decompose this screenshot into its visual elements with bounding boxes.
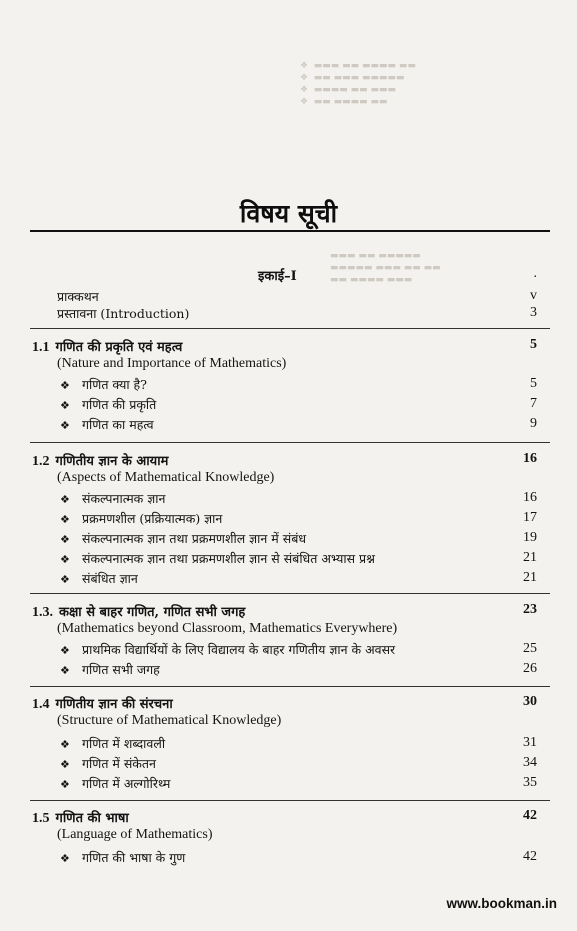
section-divider bbox=[30, 328, 550, 329]
toc-entry-s1-1-b bbox=[0, 396, 577, 416]
subtopic-title bbox=[60, 570, 138, 587]
subtopic-title bbox=[60, 490, 165, 507]
page-number: 30 bbox=[523, 694, 537, 709]
section-text: गणित की प्रकृति एवं महत्व bbox=[55, 340, 183, 355]
page-number: 16 bbox=[523, 451, 537, 466]
subtopic-title bbox=[60, 735, 165, 752]
subtopic-text: गणित का महत्व bbox=[82, 417, 154, 432]
toc-entry-s1-5 bbox=[0, 808, 577, 828]
subtopic-text: गणित में अल्गोरिथ्म bbox=[82, 776, 171, 791]
section-text: कक्षा से बाहर गणित, गणित सभी जगह bbox=[59, 605, 246, 620]
section-text: गणित की भाषा bbox=[55, 811, 129, 826]
toc-entry-s1-5-en bbox=[0, 827, 577, 847]
page-number: 42 bbox=[523, 808, 537, 823]
subtopic-title bbox=[60, 416, 154, 433]
toc-entry-s1-2-e bbox=[0, 570, 577, 590]
page-number: 21 bbox=[523, 550, 537, 565]
subtopic-text: गणित की भाषा के गुण bbox=[82, 850, 186, 865]
subtopic-text: गणित क्या है? bbox=[82, 377, 147, 392]
english-subtitle: (Aspects of Mathematical Knowledge) bbox=[57, 470, 275, 485]
section-title bbox=[32, 451, 168, 470]
unit-label: इकाई–I bbox=[258, 269, 297, 284]
subtopic-title bbox=[60, 849, 185, 866]
subtopic-text: गणित में शब्दावली bbox=[82, 736, 166, 751]
toc-entry-s1-4 bbox=[0, 694, 577, 714]
subtopic-text: प्रक्रमणशील (प्रक्रियात्मक) ज्ञान bbox=[82, 511, 223, 526]
subtopic-title bbox=[60, 396, 156, 413]
toc-entry-s1-3-a bbox=[0, 641, 577, 661]
unit-heading bbox=[0, 266, 577, 286]
page-number: 5 bbox=[530, 376, 537, 391]
section-divider bbox=[30, 442, 550, 443]
page-number: 19 bbox=[523, 530, 537, 545]
toc-entry-s1-4-c bbox=[0, 775, 577, 795]
watermark: www.bookman.in bbox=[446, 896, 557, 911]
toc-entry-s1-4-b bbox=[0, 755, 577, 775]
section-divider bbox=[30, 593, 550, 594]
page-number: 16 bbox=[523, 490, 537, 505]
diamond-bullet-icon: ❖ bbox=[60, 493, 70, 506]
page-title: विषय सूची bbox=[239, 199, 338, 228]
entry-title: प्राक्कथन bbox=[57, 289, 99, 304]
page-number: 31 bbox=[523, 735, 537, 750]
section-text: गणितीय ज्ञान की संरचना bbox=[55, 697, 173, 712]
section-divider bbox=[30, 686, 550, 687]
section-title bbox=[32, 694, 173, 713]
section-number: 1.1 bbox=[32, 340, 50, 355]
diamond-bullet-icon: ❖ bbox=[60, 664, 70, 677]
subtopic-text: संबंधित ज्ञान bbox=[82, 571, 138, 586]
page-number: 42 bbox=[523, 849, 537, 864]
section-title bbox=[32, 337, 182, 356]
toc-entry-s1-2-d bbox=[0, 550, 577, 570]
diamond-bullet-icon: ❖ bbox=[60, 852, 70, 865]
section-number: 1.2 bbox=[32, 454, 50, 469]
diamond-bullet-icon: ❖ bbox=[60, 419, 70, 432]
subtopic-text: प्राथमिक विद्यार्थियों के लिए विद्यालय के बाहर गणितीय ज्ञान के अवसर bbox=[82, 642, 396, 657]
page-number: 17 bbox=[523, 510, 537, 525]
page-number: 35 bbox=[523, 775, 537, 790]
subtopic-title bbox=[60, 550, 375, 567]
subtopic-title bbox=[60, 755, 156, 772]
section-number: 1.3. bbox=[32, 605, 53, 620]
toc-entry-s1-1-en bbox=[0, 356, 577, 376]
subtopic-title bbox=[60, 775, 170, 792]
unit-dot: . bbox=[533, 266, 537, 281]
toc-entry-s1-4-en bbox=[0, 713, 577, 733]
diamond-bullet-icon: ❖ bbox=[60, 738, 70, 751]
toc-entry-prastavana bbox=[0, 305, 577, 325]
page-number: 21 bbox=[523, 570, 537, 585]
section-title bbox=[32, 808, 129, 827]
section-divider bbox=[30, 800, 550, 801]
page-number: 26 bbox=[523, 661, 537, 676]
english-subtitle: (Language of Mathematics) bbox=[57, 827, 213, 842]
subtopic-text: संकल्पनात्मक ज्ञान तथा प्रक्रमणशील ज्ञान में संबंध bbox=[82, 531, 307, 546]
page-number: 23 bbox=[523, 602, 537, 617]
diamond-bullet-icon: ❖ bbox=[60, 533, 70, 546]
subtopic-text: गणित की प्रकृति bbox=[82, 397, 157, 412]
toc-entry-s1-2-a bbox=[0, 490, 577, 510]
show-through-text: ▬▬▬ ▬▬ ▬▬▬▬▬ ▬▬▬▬▬ ▬▬▬ ▬▬ ▬▬ ▬▬ ▬▬▬▬ ▬▬▬ bbox=[330, 251, 441, 285]
subtopic-text: संकल्पनात्मक ज्ञान तथा प्रक्रमणशील ज्ञान से संबंधित अभ्यास प्रश्न bbox=[82, 551, 375, 566]
page-number: v bbox=[530, 288, 537, 303]
section-text: गणितीय ज्ञान के आयाम bbox=[55, 454, 169, 469]
diamond-bullet-icon: ❖ bbox=[60, 553, 70, 566]
entry-title: प्रस्तावना (Introduction) bbox=[57, 306, 190, 321]
toc-entry-s1-3-en bbox=[0, 621, 577, 641]
toc-entry-s1-2-en bbox=[0, 470, 577, 490]
subtopic-text: गणित सभी जगह bbox=[82, 662, 160, 677]
diamond-bullet-icon: ❖ bbox=[60, 379, 70, 392]
show-through-text: ❖ ▬▬▬ ▬▬ ▬▬▬▬ ▬▬ ❖ ▬▬ ▬▬▬ ▬▬▬▬▬ ❖ ▬▬▬▬ ▬▬ ▬▬▬ ❖ ▬▬ ▬▬▬▬ ▬▬ bbox=[300, 61, 416, 107]
page-number: 5 bbox=[530, 337, 537, 352]
title-underline bbox=[30, 230, 550, 232]
toc-entry-s1-3 bbox=[0, 602, 577, 622]
toc-entry-s1-5-a bbox=[0, 849, 577, 869]
page-number: 25 bbox=[523, 641, 537, 656]
toc-entry-s1-2-b bbox=[0, 510, 577, 530]
toc-entry-s1-3-b bbox=[0, 661, 577, 681]
toc-entry-s1-4-a bbox=[0, 735, 577, 755]
diamond-bullet-icon: ❖ bbox=[60, 399, 70, 412]
page-number: 7 bbox=[530, 396, 537, 411]
toc-entry-s1-2 bbox=[0, 451, 577, 471]
diamond-bullet-icon: ❖ bbox=[60, 573, 70, 586]
subtopic-title bbox=[60, 641, 395, 658]
english-subtitle: (Structure of Mathematical Knowledge) bbox=[57, 713, 282, 728]
toc-entry-s1-1-a bbox=[0, 376, 577, 396]
toc-entry-s1-2-c bbox=[0, 530, 577, 550]
toc-entry-s1-1-c bbox=[0, 416, 577, 436]
english-subtitle: (Mathematics beyond Classroom, Mathematics Everywhere) bbox=[57, 621, 398, 636]
page-number: 3 bbox=[530, 305, 537, 320]
subtopic-title bbox=[60, 376, 147, 393]
subtopic-text: संकल्पनात्मक ज्ञान bbox=[82, 491, 166, 506]
english-subtitle: (Nature and Importance of Mathematics) bbox=[57, 356, 287, 371]
section-number: 1.4 bbox=[32, 697, 50, 712]
subtopic-title bbox=[60, 530, 306, 547]
diamond-bullet-icon: ❖ bbox=[60, 513, 70, 526]
section-number: 1.5 bbox=[32, 811, 50, 826]
subtopic-title bbox=[60, 510, 222, 527]
subtopic-title bbox=[60, 661, 160, 678]
diamond-bullet-icon: ❖ bbox=[60, 778, 70, 791]
page-number: 34 bbox=[523, 755, 537, 770]
toc-entry-s1-1 bbox=[0, 337, 577, 357]
diamond-bullet-icon: ❖ bbox=[60, 758, 70, 771]
diamond-bullet-icon: ❖ bbox=[60, 644, 70, 657]
section-title bbox=[32, 602, 245, 621]
page-number: 9 bbox=[530, 416, 537, 431]
subtopic-text: गणित में संकेतन bbox=[82, 756, 156, 771]
